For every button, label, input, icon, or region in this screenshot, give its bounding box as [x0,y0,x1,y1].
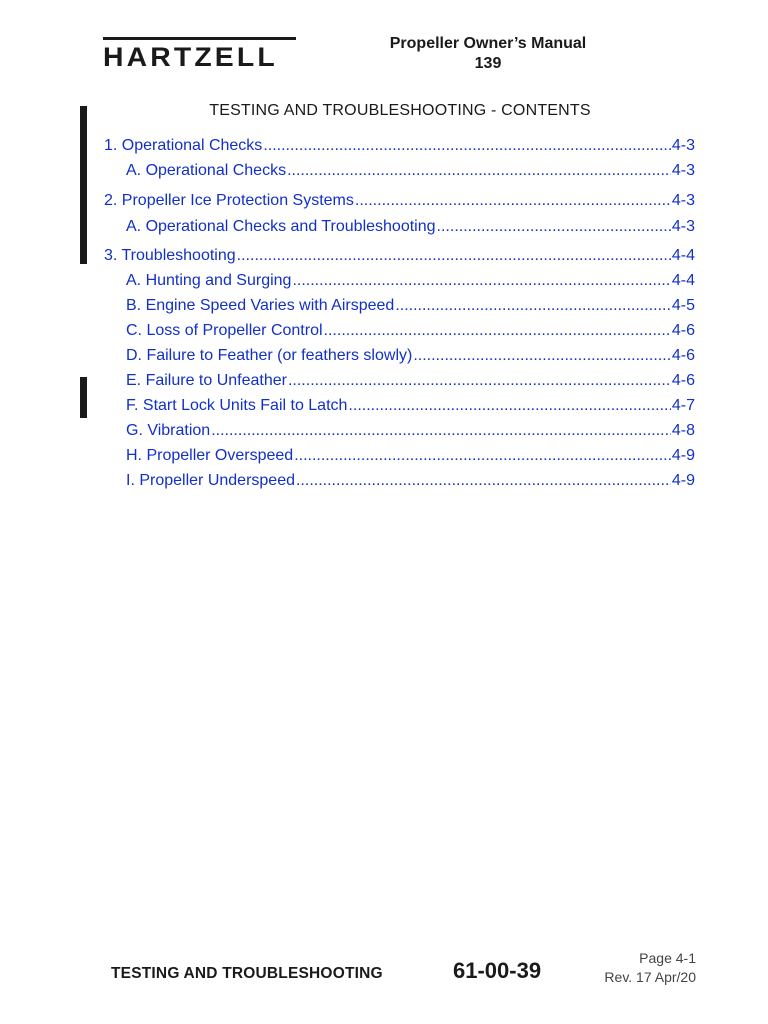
toc-leader-dots [211,421,671,441]
toc-leader-dots [294,446,671,466]
toc-leader-dots [287,161,671,181]
toc-entry-page: 4-6 [671,372,695,389]
toc-leader-dots [292,271,670,291]
toc-entry-page: 4-3 [671,162,695,179]
toc-entry-label: D. Failure to Feather (or feathers slowly) [126,347,413,364]
toc-leader-dots [296,471,671,491]
toc-entry-label: H. Propeller Overspeed [126,447,294,464]
toc-entry-failure-to-unfeather[interactable] [126,371,695,391]
toc-entry-label: A. Operational Checks and Troubleshooting [126,218,436,235]
toc-entry-page: 4-9 [671,447,695,464]
toc-leader-dots [263,136,671,156]
toc-entry-page: 4-3 [671,218,695,235]
toc-entry-vibration[interactable] [126,421,695,441]
toc-leader-dots [413,346,671,366]
toc-leader-dots [237,246,671,266]
toc-entry-label: 2. Propeller Ice Protection Systems [104,192,354,209]
toc-entry-loss-of-control[interactable] [126,321,695,341]
hartzell-logo [103,37,296,71]
toc-entry-ice-operational-checks[interactable] [126,217,695,237]
footer-document-code: 61-00-39 [453,958,542,983]
toc-entry-label: B. Engine Speed Varies with Airspeed [126,297,395,314]
toc-entry-page: 4-6 [671,347,695,364]
toc-leader-dots [437,217,671,237]
section-heading: TESTING AND TROUBLESHOOTING - CONTENTS [209,102,591,119]
toc-entry-ice-protection[interactable] [104,191,695,211]
revision-bar [80,377,87,418]
toc-entry-operational-checks[interactable] [104,136,695,156]
logo-text: HARTZELL [103,42,278,72]
toc-entry-page: 4-3 [671,137,695,154]
toc-entry-label: F. Start Lock Units Fail to Latch [126,397,348,414]
toc-entry-page: 4-3 [671,192,695,209]
toc-entry-operational-checks-sub[interactable] [126,161,695,181]
toc-entry-label: A. Hunting and Surging [126,272,292,289]
toc-entry-label: 1. Operational Checks [104,137,263,154]
toc-entry-overspeed[interactable] [126,446,695,466]
toc-leader-dots [288,371,671,391]
toc-entry-page: 4-8 [671,422,695,439]
manual-number: 139 [474,55,502,72]
toc-entry-label: 3. Troubleshooting [104,247,236,264]
toc-entry-start-lock-units[interactable] [126,396,695,416]
toc-entry-page: 4-5 [671,297,695,314]
toc-entry-page: 4-7 [671,397,695,414]
revision-bar [80,106,87,264]
toc-entry-label: I. Propeller Underspeed [126,472,295,489]
toc-entry-label: G. Vibration [126,422,211,439]
toc-entry-underspeed[interactable] [126,471,695,491]
toc-entry-hunting-surging[interactable] [126,271,695,291]
footer-page-number: Page 4-1 [639,950,696,966]
toc-entry-troubleshooting[interactable] [104,246,695,266]
toc-leader-dots [395,296,671,316]
toc-entry-label: C. Loss of Propeller Control [126,322,323,339]
toc-entry-label: E. Failure to Unfeather [126,372,287,389]
toc-entry-failure-to-feather[interactable] [126,346,695,366]
toc-entry-page: 4-9 [671,472,695,489]
toc-entry-page: 4-4 [671,272,695,289]
toc-leader-dots [324,321,671,341]
toc-entry-page: 4-4 [671,247,695,264]
logo-bar [103,37,296,40]
toc-leader-dots [355,191,671,211]
toc-entry-page: 4-6 [671,322,695,339]
manual-title: Propeller Owner’s Manual [389,35,587,52]
toc-entry-engine-speed[interactable] [126,296,695,316]
toc-leader-dots [348,396,670,416]
footer-revision: Rev. 17 Apr/20 [604,969,696,985]
toc-entry-label: A. Operational Checks [126,162,287,179]
footer-section-title: TESTING AND TROUBLESHOOTING [111,965,383,982]
